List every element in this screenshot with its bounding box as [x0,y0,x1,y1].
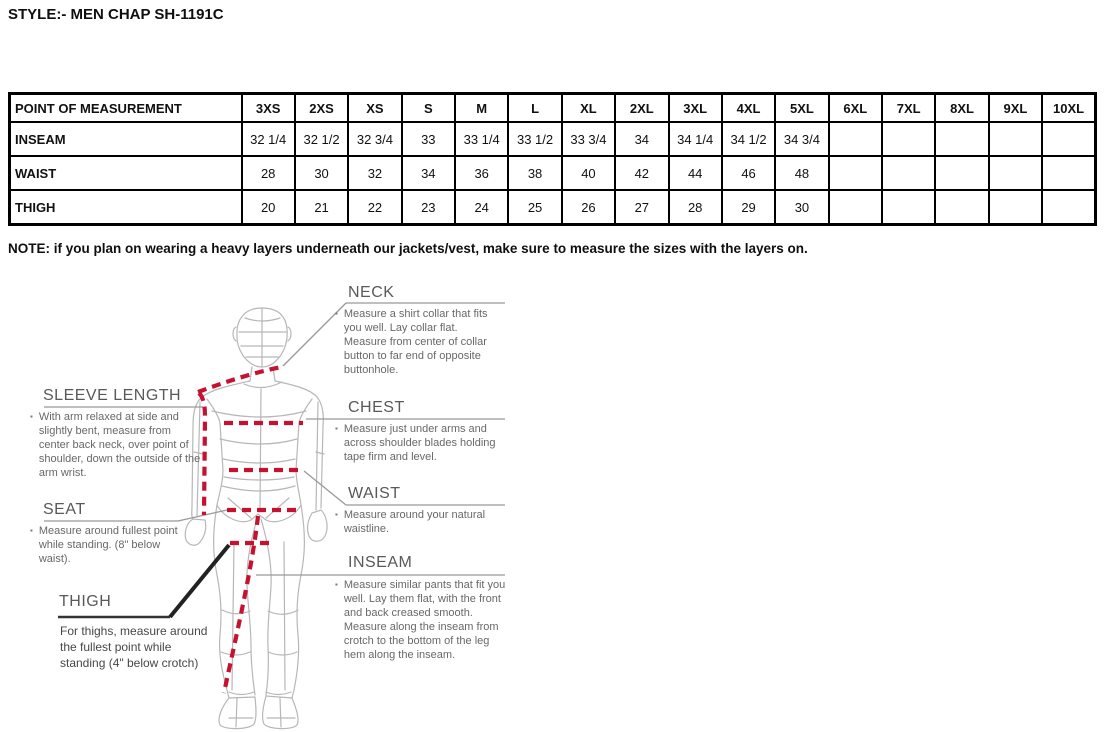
table-cell [1042,122,1095,156]
col-header: S [402,94,455,123]
table-cell: 32 3/4 [348,122,401,156]
table-cell: 25 [508,190,561,225]
col-header: XS [348,94,401,123]
table-cell: 27 [615,190,668,225]
table-cell [935,190,988,225]
page-title: STYLE:- MEN CHAP SH-1191C [8,6,224,23]
table-cell [989,122,1042,156]
table-cell: 32 [348,156,401,190]
table-cell [829,190,882,225]
col-header: L [508,94,561,123]
table-cell: 28 [669,190,722,225]
col-header: 2XS [295,94,348,123]
table-cell: 33 1/4 [455,122,508,156]
table-cell: 23 [402,190,455,225]
chest-label: CHEST [348,399,405,416]
table-cell: 34 1/4 [669,122,722,156]
table-cell: 20 [242,190,295,225]
waist-description [335,508,497,536]
chest-text: Measure just under arms and across shoulder blades holding tape firm and level. [343,423,496,464]
table-cell [1042,156,1095,190]
col-header: 10XL [1042,94,1095,123]
row-label: THIGH [10,190,242,225]
inseam-label: INSEAM [348,554,413,571]
table-cell: 24 [455,190,508,225]
table-cell: 30 [775,190,828,225]
bullet-icon: ▪ [335,510,338,519]
chest-description [335,422,507,464]
inseam-description [335,578,507,662]
table-cell [1042,190,1095,225]
sleeve-length-label: SLEEVE LENGTH [43,387,182,404]
col-header: 6XL [829,94,882,123]
seat-text: Measure around fullest point while standing. (8" below waist). [38,525,178,566]
table-cell: 44 [669,156,722,190]
seat-label: SEAT [43,501,86,518]
table-cell: 21 [295,190,348,225]
col-header: 9XL [989,94,1042,123]
size-table [8,92,1097,226]
table-cell: 34 3/4 [775,122,828,156]
table-cell: 29 [722,190,775,225]
sleeve-length-text: With arm relaxed at side and slightly bent, measure from center back neck, over point of shoulder, down the outside of the arm wrist. [38,411,201,480]
col-header: 4XL [722,94,775,123]
inseam-text: Measure similar pants that fit you well. Lay them flat, with the front and back creased smooth. Measure along the inseam from crotch to the bottom of the leg hem along the inseam. [343,579,506,662]
table-cell [989,190,1042,225]
col-header: 2XL [615,94,668,123]
table-cell [989,156,1042,190]
waist-leader-diagonal [304,471,346,505]
table-cell [829,122,882,156]
table-cell: 33 3/4 [562,122,615,156]
col-header: POINT OF MEASUREMENT [10,94,242,123]
table-cell: 33 [402,122,455,156]
table-cell [935,122,988,156]
table-cell: 36 [455,156,508,190]
table-cell: 46 [722,156,775,190]
table-cell: 26 [562,190,615,225]
table-cell: 40 [562,156,615,190]
bullet-icon: ▪ [335,424,338,433]
bullet-icon: ▪ [335,309,338,318]
table-cell [882,122,935,156]
col-header: 7XL [882,94,935,123]
neck-measure-line [198,367,282,392]
neck-label: NECK [348,284,395,301]
waist-label: WAIST [348,485,401,502]
table-cell: 32 1/4 [242,122,295,156]
col-header: 3XL [669,94,722,123]
table-cell: 34 [402,156,455,190]
table-header-row [10,94,1096,123]
table-cell [882,156,935,190]
note-text: NOTE: if you plan on wearing a heavy layers underneath our jackets/vest, make sure to measure the sizes with the layers on. [8,241,808,256]
table-cell: 30 [295,156,348,190]
table-cell [935,156,988,190]
table-cell: 34 [615,122,668,156]
table-cell: 28 [242,156,295,190]
col-header: 8XL [935,94,988,123]
table-cell: 34 1/2 [722,122,775,156]
col-header: M [455,94,508,123]
table-cell: 38 [508,156,561,190]
table-cell: 32 1/2 [295,122,348,156]
table-cell [882,190,935,225]
col-header: 5XL [775,94,828,123]
col-header: XL [562,94,615,123]
sleeve-length-description [30,410,202,480]
col-header: 3XS [242,94,295,123]
table-cell: 33 1/2 [508,122,561,156]
table-cell [829,156,882,190]
table-cell: 42 [615,156,668,190]
table-row [10,122,1096,156]
row-label: WAIST [10,156,242,190]
thigh-description: For thighs, measure around the fullest point while standing (4" below crotch) [60,624,208,670]
table-row [10,190,1096,225]
neck-text: Measure a shirt collar that fits you well. Lay collar flat. Measure from center of collar button to far end of opposite buttonhole. [343,308,488,377]
thigh-label: THIGH [59,593,112,610]
bullet-icon: ▪ [30,526,33,535]
table-row [10,156,1096,190]
bullet-icon: ▪ [335,580,338,589]
row-label: INSEAM [10,122,242,156]
table-cell: 22 [348,190,401,225]
seat-description [30,524,190,566]
waist-text: Measure around your natural waistline. [343,509,486,536]
table-cell: 48 [775,156,828,190]
neck-description [335,307,503,377]
bullet-icon: ▪ [30,412,33,421]
